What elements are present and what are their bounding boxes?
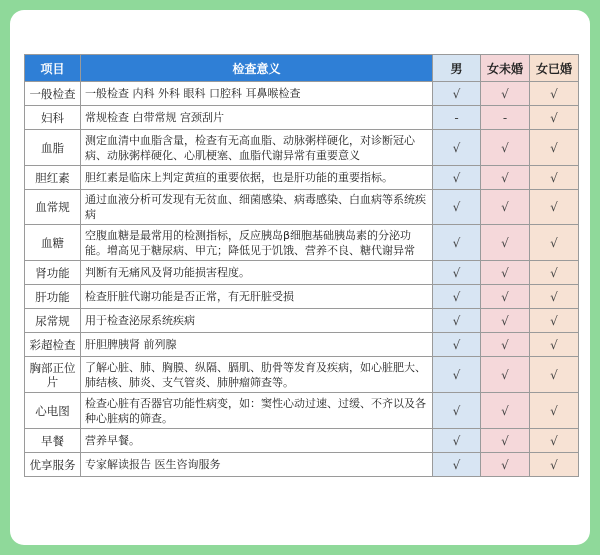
row-male: √ bbox=[433, 333, 481, 357]
row-meaning-cell bbox=[81, 190, 433, 225]
table-row bbox=[25, 393, 579, 429]
row-meaning-cell bbox=[81, 82, 433, 106]
row-female-unmarried: √ bbox=[481, 429, 530, 453]
row-meaning: 测定血清中血脂含量，检查有无高血脂、动脉粥样硬化，对诊断冠心病、动脉粥样硬化、心肌梗塞、血脂代谢异常有重要意义 bbox=[85, 133, 415, 162]
row-female-unmarried: √ bbox=[481, 261, 530, 285]
row-female-unmarried: √ bbox=[481, 190, 530, 225]
row-female-unmarried: √ bbox=[481, 309, 530, 333]
row-item: 血常规 bbox=[25, 190, 81, 225]
row-male: √ bbox=[433, 82, 481, 106]
row-female-unmarried: √ bbox=[481, 393, 530, 429]
row-female-married: √ bbox=[530, 82, 579, 106]
table-row bbox=[25, 357, 579, 393]
row-male: √ bbox=[433, 130, 481, 166]
row-female-unmarried: - bbox=[481, 106, 530, 130]
row-female-married: √ bbox=[530, 130, 579, 166]
header-female-married: 女已婚 bbox=[530, 55, 579, 82]
row-female-married: √ bbox=[530, 333, 579, 357]
row-meaning-cell bbox=[81, 130, 433, 166]
table-header-row bbox=[25, 55, 579, 82]
row-meaning: 营养早餐。 bbox=[85, 434, 140, 447]
table-row bbox=[25, 285, 579, 309]
table-row bbox=[25, 82, 579, 106]
row-item: 肾功能 bbox=[25, 261, 81, 285]
table-row bbox=[25, 453, 579, 477]
table-row bbox=[25, 333, 579, 357]
row-item: 血糖 bbox=[25, 225, 81, 261]
row-meaning: 检查肝脏代谢功能是否正常，有无肝脏受损 bbox=[85, 290, 294, 303]
row-meaning: 检查心脏有否器官功能性病变，如：窦性心动过速、过缓、不齐以及各种心脏病的筛查。 bbox=[85, 396, 426, 425]
row-male: √ bbox=[433, 357, 481, 393]
table-row bbox=[25, 225, 579, 261]
row-meaning-cell bbox=[81, 357, 433, 393]
row-female-married: √ bbox=[530, 357, 579, 393]
row-meaning: 一般检查 内科 外科 眼科 口腔科 耳鼻喉检查 bbox=[85, 87, 301, 100]
row-meaning-cell bbox=[81, 285, 433, 309]
row-female-married: √ bbox=[530, 429, 579, 453]
row-meaning: 胆红素是临床上判定黄疸的重要依据，也是肝功能的重要指标。 bbox=[85, 171, 393, 184]
table-row bbox=[25, 190, 579, 225]
row-meaning-cell bbox=[81, 309, 433, 333]
header-male: 男 bbox=[433, 55, 481, 82]
row-item: 妇科 bbox=[25, 106, 81, 130]
row-item: 尿常规 bbox=[25, 309, 81, 333]
row-meaning: 用于检查泌尿系统疾病 bbox=[85, 314, 195, 327]
row-female-married: √ bbox=[530, 166, 579, 190]
table-row bbox=[25, 429, 579, 453]
row-meaning-cell bbox=[81, 106, 433, 130]
row-female-unmarried: √ bbox=[481, 285, 530, 309]
row-meaning: 肝胆脾胰肾 前列腺 bbox=[85, 338, 177, 351]
table-row bbox=[25, 261, 579, 285]
header-female-unmarried: 女未婚 bbox=[481, 55, 530, 82]
row-female-married: √ bbox=[530, 285, 579, 309]
row-male: √ bbox=[433, 166, 481, 190]
row-meaning: 专家解读报告 医生咨询服务 bbox=[85, 458, 221, 471]
row-male: - bbox=[433, 106, 481, 130]
row-male: √ bbox=[433, 453, 481, 477]
row-meaning: 常规检查 白带常规 宫颈刮片 bbox=[85, 111, 224, 124]
row-male: √ bbox=[433, 309, 481, 333]
content-card bbox=[10, 10, 590, 545]
row-female-married: √ bbox=[530, 309, 579, 333]
row-female-unmarried: √ bbox=[481, 453, 530, 477]
table-row bbox=[25, 106, 579, 130]
row-item: 优享服务 bbox=[25, 453, 81, 477]
row-female-married: √ bbox=[530, 453, 579, 477]
header-meaning: 检查意义 bbox=[81, 55, 433, 82]
row-meaning: 了解心脏、肺、胸膜、纵隔、膈肌、肋骨等发育及疾病，如心脏肥大、肺结核、肺炎、支气管炎、肺肿瘤筛查等。 bbox=[85, 360, 426, 389]
row-female-married: √ bbox=[530, 106, 579, 130]
row-female-married: √ bbox=[530, 225, 579, 261]
table-row bbox=[25, 166, 579, 190]
table-row bbox=[25, 309, 579, 333]
row-item: 一般检查 bbox=[25, 82, 81, 106]
row-meaning-cell bbox=[81, 166, 433, 190]
row-female-married: √ bbox=[530, 393, 579, 429]
row-meaning: 判断有无痛风及肾功能损害程度。 bbox=[85, 266, 250, 279]
row-meaning-cell bbox=[81, 225, 433, 261]
row-meaning-cell bbox=[81, 453, 433, 477]
row-female-unmarried: √ bbox=[481, 333, 530, 357]
row-male: √ bbox=[433, 190, 481, 225]
row-female-unmarried: √ bbox=[481, 166, 530, 190]
row-item: 胆红素 bbox=[25, 166, 81, 190]
row-item: 早餐 bbox=[25, 429, 81, 453]
row-female-unmarried: √ bbox=[481, 225, 530, 261]
row-female-unmarried: √ bbox=[481, 357, 530, 393]
row-meaning-cell bbox=[81, 429, 433, 453]
row-female-married: √ bbox=[530, 190, 579, 225]
row-meaning: 通过血液分析可发现有无贫血、细菌感染、病毒感染、白血病等系统疾病 bbox=[85, 193, 426, 221]
row-item: 血脂 bbox=[25, 130, 81, 166]
row-item: 胸部正位片 bbox=[25, 357, 81, 393]
row-male: √ bbox=[433, 225, 481, 261]
table-row bbox=[25, 130, 579, 166]
row-male: √ bbox=[433, 261, 481, 285]
row-meaning-cell bbox=[81, 333, 433, 357]
row-item: 心电图 bbox=[25, 393, 81, 429]
row-male: √ bbox=[433, 429, 481, 453]
row-male: √ bbox=[433, 285, 481, 309]
header-item: 项目 bbox=[25, 55, 81, 82]
row-item: 彩超检查 bbox=[25, 333, 81, 357]
row-meaning-cell bbox=[81, 261, 433, 285]
row-female-married: √ bbox=[530, 261, 579, 285]
row-male: √ bbox=[433, 393, 481, 429]
row-female-unmarried: √ bbox=[481, 82, 530, 106]
row-female-unmarried: √ bbox=[481, 130, 530, 166]
checkup-table bbox=[24, 54, 579, 477]
row-item: 肝功能 bbox=[25, 285, 81, 309]
row-meaning-cell bbox=[81, 393, 433, 429]
row-meaning: 空腹血糖是最常用的检测指标，反应胰岛β细胞基础胰岛素的分泌功能。增高见于糖尿病、甲亢；降低见于饥饿、营养不良、糖代谢异常 bbox=[85, 228, 415, 257]
